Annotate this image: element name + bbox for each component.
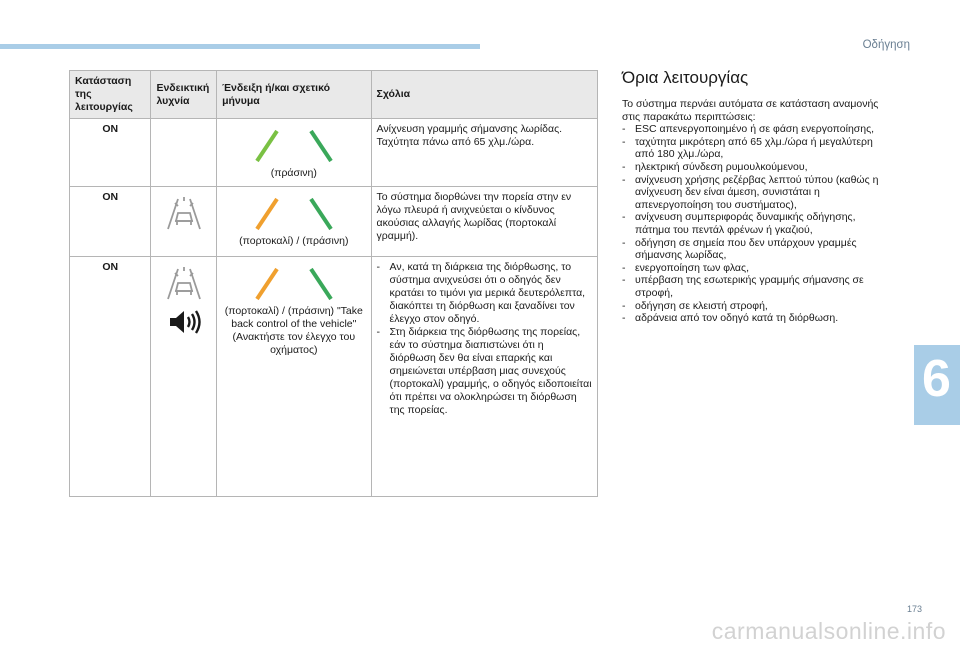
list-item: - υπέρβαση της εσωτερικής γραμμής σήμανσης σε στροφή,: [622, 274, 884, 299]
operating-limits-section: [622, 68, 884, 325]
list-item: - ανίχνευση χρήσης ρεζέρβας λεπτού τύπου (καθώς η ανίχνευση δεν είναι άμεση, συνιστάται η απενεργοποίηση του συστήματος),: [622, 174, 884, 212]
right-lane-line: [311, 269, 331, 299]
lane-lines-icon: [249, 129, 339, 163]
lane-keeping-warning-icon: [164, 195, 204, 233]
chapter-tab: [914, 345, 960, 425]
header-display: Ένδειξη ή/και σχετικό μήνυμα: [217, 71, 371, 119]
limits-list: [622, 123, 884, 325]
list-item: - οδήγηση σε κλειστή στροφή,: [622, 300, 884, 313]
comment-text: Ανίχνευση γραμμής σήμανσης λωρίδας. Ταχύτητα πάνω από 65 χλμ./ώρα.: [376, 123, 563, 148]
list-item: - αδράνεια από τον οδηγό κατά τη διόρθωση.: [622, 312, 884, 325]
table-row: [70, 257, 598, 497]
page-number: 173: [906, 604, 922, 614]
comment-cell: [371, 119, 597, 187]
table-row: [70, 187, 598, 257]
left-lane-line: [257, 269, 277, 299]
comment-text: Το σύστημα διορθώνει την πορεία στην εν λόγω πλευρά ή ανιχνεύεται ο κίνδυνος ακούσιας αλλαγής λωρίδας (πορτοκαλί γραμμή).: [376, 191, 572, 242]
display-cell: [217, 119, 371, 187]
list-item: - ταχύτητα μικρότερη από 65 χλμ./ώρα ή μεγαλύτερη από 180 χλμ./ώρα,: [622, 136, 884, 161]
table-row: [70, 119, 598, 187]
table-header-row: [70, 71, 598, 119]
header-state: Κατάσταση της λειτουργίας: [70, 71, 151, 119]
list-item: - Αν, κατά τη διάρκεια της διόρθωσης, το σύστημα ανιχνεύσει ότι ο οδηγός δεν κρατάει το τιμόνι για μερικά δευτερόλεπτα, διακόπτει τη διόρθωση και ξαναδίνει τον έλεγχο στον οδηγό.: [377, 261, 592, 326]
state-cell: ON: [70, 119, 151, 187]
indicator-cell: [151, 187, 217, 257]
header-comments: Σχόλια: [371, 71, 597, 119]
indicator-cell: [151, 119, 217, 187]
display-cell: [217, 187, 371, 257]
lane-keeping-status-table: [69, 70, 598, 497]
display-cell: [217, 257, 371, 497]
left-lane-line: [257, 199, 277, 229]
right-lane-line: [311, 131, 331, 161]
state-cell: ON: [70, 187, 151, 257]
limits-intro: Το σύστημα περνάει αυτόματα σε κατάσταση αναμονής στις παρακάτω περιπτώσεις:: [622, 98, 879, 123]
left-lane-line: [257, 131, 277, 161]
section-title: Οδήγηση: [862, 39, 910, 51]
list-item: - οδήγηση σε σημεία που δεν υπάρχουν γραμμές σήμανσης λωρίδας,: [622, 237, 884, 262]
header-indicator: Ενδεικτική λυχνία: [151, 71, 217, 119]
lane-lines-icon: [249, 197, 339, 231]
right-lane-line: [311, 199, 331, 229]
header-accent-bar: [0, 44, 480, 49]
list-item: - ανίχνευση συμπεριφοράς δυναμικής οδήγησης, πάτημα του πεντάλ φρένων ή γκαζιού,: [622, 211, 884, 236]
limits-title: Όρια λειτουργίας: [622, 68, 749, 87]
lane-keeping-warning-icon: [164, 265, 204, 303]
display-caption: (πορτοκαλί) / (πράσινη): [239, 235, 349, 247]
chapter-number: 6: [922, 350, 951, 408]
comment-list: [377, 261, 592, 417]
list-item: - ενεργοποίηση των φλας,: [622, 262, 884, 275]
lane-lines-icon: [249, 267, 339, 301]
list-item: - ηλεκτρική σύνδεση ρυμουλκούμενου,: [622, 161, 884, 174]
display-caption: (πορτοκαλί) / (πράσινη) "Take back control of the vehicle" (Ανακτήστε τον έλεγχο του οχήματος): [224, 305, 363, 356]
comment-cell: [371, 257, 597, 497]
speaker-sound-icon: [164, 307, 204, 337]
watermark: carmanualsonline.info: [711, 618, 946, 644]
list-item: - ESC απενεργοποιημένο ή σε φάση ενεργοποίησης,: [622, 123, 884, 136]
comment-cell: [371, 187, 597, 257]
indicator-cell: [151, 257, 217, 497]
display-caption: (πράσινη): [270, 167, 317, 179]
list-item: - Στη διάρκεια της διόρθωσης της πορείας, εάν το σύστημα διαπιστώνει ότι η διόρθωση δεν θα είναι επαρκής και σημειώνεται υπέρβαση μιας συνεχούς (πορτοκαλί) γραμμής, ο οδηγός ειδοποιείται ότι πρέπει να ολοκληρώσει τη διόρθωση της πορείας.: [377, 326, 592, 417]
state-cell: ON: [70, 257, 151, 497]
